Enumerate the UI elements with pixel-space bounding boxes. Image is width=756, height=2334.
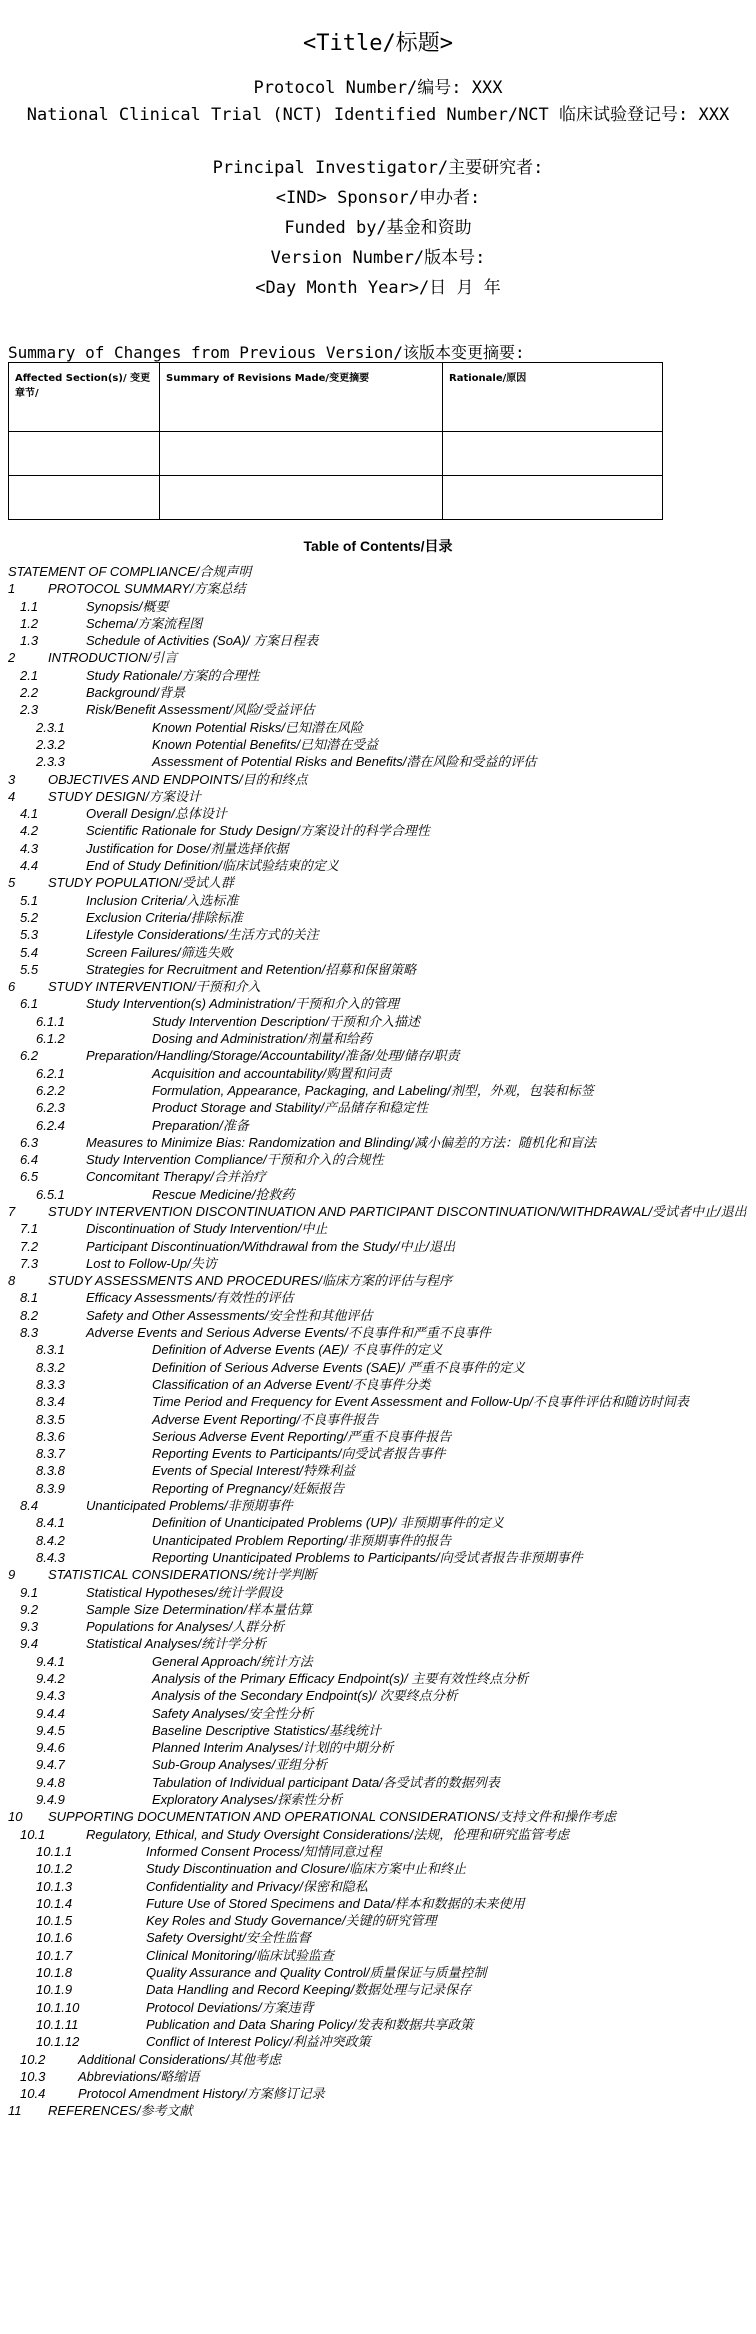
toc-entry[interactable] bbox=[8, 1566, 748, 1583]
toc-entry-number: 9.4.4 bbox=[36, 1705, 65, 1721]
toc-entry-number: 2.3 bbox=[20, 702, 39, 718]
toc-entry-title: Unanticipated Problem Reporting/非预期事件的报告 bbox=[152, 1532, 452, 1548]
toc-entry-title: Data Handling and Record Keeping/数据处理与记录保存 bbox=[146, 1982, 472, 1998]
toc-entry-number: 9.3 bbox=[20, 1619, 39, 1635]
toc-entry-number: 10.2 bbox=[20, 2051, 46, 2067]
toc-entry-title: Preparation/准备 bbox=[152, 1117, 249, 1133]
toc-entry-number: 10.1 bbox=[20, 1826, 46, 1842]
toc-entry-title: Known Potential Benefits/已知潜在受益 bbox=[152, 736, 379, 752]
toc-entry[interactable] bbox=[8, 926, 748, 943]
toc-entry-number: 10.1.3 bbox=[36, 1878, 73, 1894]
toc-entry[interactable] bbox=[8, 874, 748, 891]
toc-title: Table of Contents/目录 bbox=[303, 538, 453, 554]
toc-entry-title: Exploratory Analyses/探索性分析 bbox=[152, 1792, 343, 1808]
toc-entry[interactable] bbox=[8, 1445, 748, 1462]
toc-entry-title: Schedule of Activities (SoA)/ 方案日程表 bbox=[86, 633, 319, 649]
toc-entry[interactable] bbox=[8, 1532, 748, 1549]
toc-entry[interactable] bbox=[8, 2016, 748, 2033]
toc-entry-title: Adverse Event Reporting/不良事件报告 bbox=[152, 1411, 379, 1427]
toc-entry-title: Informed Consent Process/知情同意过程 bbox=[146, 1843, 382, 1859]
revisions-header: Summary of Revisions Made/变更摘要 bbox=[160, 363, 443, 432]
toc-entry-number: 1 bbox=[8, 581, 16, 597]
toc-entry-number: 10 bbox=[8, 1809, 23, 1825]
toc-entry[interactable] bbox=[8, 1393, 748, 1410]
toc-entry[interactable] bbox=[8, 1878, 748, 1895]
toc-entry-title: Conflict of Interest Policy/利益冲突政策 bbox=[146, 2034, 371, 2050]
toc-entry-title: Strategies for Recruitment and Retention/招募和保留策略 bbox=[86, 961, 417, 977]
toc-entry-number: 4.1 bbox=[20, 806, 39, 822]
toc-entry-title: Abbreviations/略缩语 bbox=[78, 2068, 200, 2084]
toc-entry[interactable] bbox=[8, 1307, 748, 1324]
toc-entry[interactable] bbox=[8, 1929, 748, 1946]
toc-entry-title: Clinical Monitoring/临床试验监查 bbox=[146, 1947, 334, 1963]
toc-entry-number: 10.1.12 bbox=[36, 2034, 80, 2050]
toc-entry-title: Definition of Adverse Events (AE)/ 不良事件的定义 bbox=[152, 1342, 443, 1358]
toc-entry-title: General Approach/统计方法 bbox=[152, 1653, 313, 1669]
toc-entry[interactable] bbox=[8, 1341, 748, 1358]
toc-entry[interactable] bbox=[8, 563, 748, 580]
toc-entry[interactable] bbox=[8, 2068, 748, 2085]
toc-entry-number: 7.2 bbox=[20, 1238, 39, 1254]
toc-entry-title: Definition of Unanticipated Problems (UP)/ 非预期事件的定义 bbox=[152, 1515, 504, 1531]
toc-entry[interactable] bbox=[8, 701, 748, 718]
toc-entry-title: Classification of an Adverse Event/不良事件分类 bbox=[152, 1376, 431, 1392]
toc-entry-title: Study Intervention Description/干预和介入描述 bbox=[152, 1013, 421, 1029]
toc-entry[interactable] bbox=[8, 1134, 748, 1151]
toc-entry[interactable] bbox=[8, 649, 748, 666]
toc-entry-number: 5.5 bbox=[20, 961, 39, 977]
toc-entry[interactable] bbox=[8, 2102, 748, 2119]
toc-entry-title: STUDY ASSESSMENTS AND PROCEDURES/临床方案的评估与程序 bbox=[48, 1273, 453, 1289]
toc-entry[interactable] bbox=[8, 1826, 748, 1843]
toc-entry[interactable] bbox=[8, 2051, 748, 2068]
toc-entry-title: Statistical Analyses/统计学分析 bbox=[86, 1636, 267, 1652]
toc-entry[interactable] bbox=[8, 1947, 748, 1964]
toc-entry[interactable] bbox=[8, 788, 748, 805]
toc-entry-number: 6.4 bbox=[20, 1152, 39, 1168]
toc-entry-title: Rescue Medicine/抢救药 bbox=[152, 1186, 295, 1202]
toc-entry-title: Acquisition and accountability/购置和问责 bbox=[152, 1065, 392, 1081]
table-cell[interactable] bbox=[160, 432, 443, 476]
toc-entry-number: 6 bbox=[8, 979, 16, 995]
toc-entry-number: 10.1.7 bbox=[36, 1947, 73, 1963]
summary-of-changes-table bbox=[8, 362, 663, 520]
toc-entry-title: STUDY DESIGN/方案设计 bbox=[48, 788, 201, 804]
toc-entry[interactable] bbox=[8, 1220, 748, 1237]
principal-investigator: Principal Investigator/主要研究者: bbox=[212, 158, 544, 178]
toc-entry-number: 8.3.8 bbox=[36, 1463, 65, 1479]
toc-entry-number: 8 bbox=[8, 1273, 16, 1289]
toc-entry-title: Statistical Hypotheses/统计学假设 bbox=[86, 1584, 283, 1600]
toc-entry-title: Dosing and Administration/剂量和给药 bbox=[152, 1031, 372, 1047]
toc-entry[interactable] bbox=[8, 1099, 748, 1116]
toc-entry-title: Safety Analyses/安全性分析 bbox=[152, 1705, 314, 1721]
toc-entry-title: Adverse Events and Serious Adverse Events/不良事件和严重不良事件 bbox=[86, 1325, 491, 1341]
toc-entry-number: 8.3.9 bbox=[36, 1480, 65, 1496]
toc-entry[interactable] bbox=[8, 1808, 748, 1825]
toc-entry-title: Inclusion Criteria/入选标准 bbox=[86, 892, 239, 908]
toc-entry-title: Unanticipated Problems/非预期事件 bbox=[86, 1498, 293, 1514]
toc-entry-number: 6.2.3 bbox=[36, 1100, 65, 1116]
toc-entry-number: 3 bbox=[8, 771, 16, 787]
toc-entry-number: 9.4.9 bbox=[36, 1792, 65, 1808]
toc-entry[interactable] bbox=[8, 736, 748, 753]
toc-entry-title: STUDY POPULATION/受试人群 bbox=[48, 875, 234, 891]
toc-entry[interactable] bbox=[8, 1912, 748, 1929]
toc-entry-title: Known Potential Risks/已知潜在风险 bbox=[152, 719, 363, 735]
toc-entry[interactable] bbox=[8, 1722, 748, 1739]
toc-entry[interactable] bbox=[8, 995, 748, 1012]
toc-entry-title: End of Study Definition/临床试验结束的定义 bbox=[86, 858, 339, 874]
toc-entry[interactable] bbox=[8, 1013, 748, 1030]
toc-entry[interactable] bbox=[8, 771, 748, 788]
toc-entry-number: 1.2 bbox=[20, 615, 39, 631]
version-date: <Day Month Year>/日 月 年 bbox=[255, 278, 501, 298]
toc-entry[interactable] bbox=[8, 1428, 748, 1445]
toc-entry-number: 9.4.6 bbox=[36, 1740, 65, 1756]
toc-entry-title: Participant Discontinuation/Withdrawal from the Study/中止/退出 bbox=[86, 1238, 456, 1254]
toc-entry[interactable] bbox=[8, 1151, 748, 1168]
toc-entry[interactable] bbox=[8, 1272, 748, 1289]
toc-entry-number: 8.4.3 bbox=[36, 1549, 65, 1565]
toc-entry-number: 7.3 bbox=[20, 1255, 39, 1271]
toc-entry-title: Reporting Events to Participants/向受试者报告事件 bbox=[152, 1446, 446, 1462]
toc-entry-title: OBJECTIVES AND ENDPOINTS/目的和终点 bbox=[48, 771, 308, 787]
toc-entry-number: 10.1.8 bbox=[36, 1965, 73, 1981]
toc-entry[interactable] bbox=[8, 840, 748, 857]
toc-entry[interactable] bbox=[8, 805, 748, 822]
toc-entry-title: Screen Failures/筛选失败 bbox=[86, 944, 233, 960]
table-row bbox=[9, 432, 663, 476]
toc-entry[interactable] bbox=[8, 909, 748, 926]
toc-entry[interactable] bbox=[8, 1895, 748, 1912]
toc-entry[interactable] bbox=[8, 944, 748, 961]
toc-entry-title: Planned Interim Analyses/计划的中期分析 bbox=[152, 1740, 394, 1756]
toc-entry-title: Time Period and Frequency for Event Assessment and Follow-Up/不良事件评估和随访时间表 bbox=[152, 1394, 689, 1410]
toc-entry-number: 6.1 bbox=[20, 996, 39, 1012]
toc-entry-title: Scientific Rationale for Study Design/方案设计的科学合理性 bbox=[86, 823, 430, 839]
affected-section-header: Affected Section(s)/ 变更章节/ bbox=[9, 363, 160, 432]
toc-entry[interactable] bbox=[8, 2033, 748, 2050]
toc-entry[interactable] bbox=[8, 1047, 748, 1064]
toc-entry-number: 8.3.5 bbox=[36, 1411, 65, 1427]
toc-entry-title: Sub-Group Analyses/亚组分析 bbox=[152, 1757, 328, 1773]
toc-entry-number: 6.3 bbox=[20, 1134, 39, 1150]
toc-entry[interactable] bbox=[8, 1549, 748, 1566]
toc-entry-number: 10.1.1 bbox=[36, 1843, 73, 1859]
toc-entry-number: 8.1 bbox=[20, 1290, 39, 1306]
table-cell[interactable] bbox=[443, 476, 663, 520]
toc-entry-title: Events of Special Interest/特殊利益 bbox=[152, 1463, 356, 1479]
toc-entry-number: 4.2 bbox=[20, 823, 39, 839]
toc-entry-number: 10.3 bbox=[20, 2068, 46, 2084]
toc-entry-title: Overall Design/总体设计 bbox=[86, 806, 227, 822]
toc-entry-title: Product Storage and Stability/产品储存和稳定性 bbox=[152, 1100, 428, 1116]
toc-entry-title: Tabulation of Individual participant Data/各受试者的数据列表 bbox=[152, 1774, 500, 1790]
toc-entry-title: Safety and Other Assessments/安全性和其他评估 bbox=[86, 1307, 373, 1323]
toc-entry-number: 5 bbox=[8, 875, 16, 891]
toc-entry-title: Study Rationale/方案的合理性 bbox=[86, 667, 260, 683]
toc-entry-title: Discontinuation of Study Intervention/中止 bbox=[86, 1221, 328, 1237]
toc-entry-number: 9.2 bbox=[20, 1601, 39, 1617]
toc-entry-title: Key Roles and Study Governance/关键的研究管理 bbox=[146, 1913, 437, 1929]
toc-entry-number: 8.4.2 bbox=[36, 1532, 65, 1548]
toc-entry[interactable] bbox=[8, 1843, 748, 1860]
toc-entry[interactable] bbox=[8, 1030, 748, 1047]
table-cell[interactable] bbox=[9, 476, 160, 520]
toc-entry-title: Study Intervention Compliance/干预和介入的合规性 bbox=[86, 1152, 384, 1168]
toc-entry-title: Lost to Follow-Up/失访 bbox=[86, 1255, 217, 1271]
protocol-number: Protocol Number/编号: XXX bbox=[253, 78, 503, 98]
toc-entry-title: Baseline Descriptive Statistics/基线统计 bbox=[152, 1722, 382, 1738]
rationale-header: Rationale/原因 bbox=[443, 363, 663, 432]
toc-entry[interactable] bbox=[8, 1376, 748, 1393]
toc-entry-number: 5.4 bbox=[20, 944, 39, 960]
toc-entry[interactable] bbox=[8, 667, 748, 684]
toc-entry-title: STUDY INTERVENTION/干预和介入 bbox=[48, 979, 261, 995]
version-number: Version Number/版本号: bbox=[270, 248, 486, 268]
toc-entry-number: 10.1.9 bbox=[36, 1982, 73, 1998]
toc-entry[interactable] bbox=[8, 1462, 748, 1479]
toc-entry[interactable] bbox=[8, 1238, 748, 1255]
toc-entry-number: 9.4.2 bbox=[36, 1671, 65, 1686]
toc-entry-title: Populations for Analyses/人群分析 bbox=[86, 1619, 285, 1635]
toc-entry-number: 2.3.1 bbox=[36, 719, 65, 735]
toc-entry[interactable] bbox=[8, 892, 748, 909]
toc-entry-title: STUDY INTERVENTION DISCONTINUATION AND PARTICIPANT DISCONTINUATION/WITHDRAWAL/受试者中止/退出 bbox=[48, 1203, 747, 1219]
toc-entry-number: 10.1.6 bbox=[36, 1930, 73, 1946]
toc-entry[interactable] bbox=[8, 1635, 748, 1652]
toc-entry-number: 9.4.7 bbox=[36, 1757, 65, 1773]
toc-entry-title: REFERENCES/参考文献 bbox=[48, 2103, 193, 2119]
toc-entry-number: 8.3.4 bbox=[36, 1394, 65, 1410]
toc-entry-number: 4 bbox=[8, 788, 16, 804]
toc-entry[interactable] bbox=[8, 1065, 748, 1082]
toc-entry-title: Definition of Serious Adverse Events (SAE)/ 严重不良事件的定义 bbox=[152, 1359, 526, 1375]
funded-by: Funded by/基金和资助 bbox=[284, 218, 472, 238]
toc-entry[interactable] bbox=[8, 719, 748, 736]
toc-entry-number: 2.2 bbox=[20, 685, 39, 701]
toc-entry[interactable] bbox=[8, 1687, 748, 1704]
toc-entry-number: 4.4 bbox=[20, 858, 39, 874]
toc-entry-number: 11 bbox=[8, 2103, 22, 2119]
toc-entry-title: Background/背景 bbox=[86, 685, 185, 701]
toc-entry-title: Protocol Deviations/方案违背 bbox=[146, 1999, 314, 2015]
toc-entry-title: Study Discontinuation and Closure/临床方案中止和终止 bbox=[146, 1861, 467, 1877]
toc-entry[interactable] bbox=[8, 1289, 748, 1306]
toc-entry[interactable] bbox=[8, 857, 748, 874]
toc-entry-number: 10.1.4 bbox=[36, 1895, 73, 1911]
toc-entry-title: Protocol Amendment History/方案修订记录 bbox=[78, 2086, 325, 2102]
toc-entry-number: 5.2 bbox=[20, 909, 39, 925]
toc-entry[interactable] bbox=[8, 615, 748, 632]
toc-entry-number: 10.4 bbox=[20, 2086, 46, 2102]
toc-entry-title: Serious Adverse Event Reporting/严重不良事件报告 bbox=[152, 1428, 452, 1444]
toc-entry[interactable] bbox=[8, 632, 748, 649]
toc-entry-number: 6.5.1 bbox=[36, 1186, 65, 1202]
toc-entry-title: Justification for Dose/剂量选择依据 bbox=[86, 840, 289, 856]
table-cell[interactable] bbox=[9, 432, 160, 476]
toc-entry-number: 9.1 bbox=[20, 1584, 39, 1600]
toc-entry[interactable] bbox=[8, 1739, 748, 1756]
toc-entry-number: 8.4 bbox=[20, 1498, 39, 1514]
toc-entry[interactable] bbox=[8, 1514, 748, 1531]
toc-entry[interactable] bbox=[8, 1653, 748, 1670]
toc-entry[interactable] bbox=[8, 822, 748, 839]
toc-entry-number: 7.1 bbox=[20, 1221, 39, 1237]
toc-entry[interactable] bbox=[8, 1860, 748, 1877]
toc-entry[interactable] bbox=[8, 1186, 748, 1203]
toc-entry-number: 10.1.2 bbox=[36, 1861, 73, 1877]
toc-entry-number: 2 bbox=[8, 650, 16, 666]
toc-entry-number: 8.3.1 bbox=[36, 1342, 65, 1358]
toc-entry[interactable] bbox=[8, 1082, 748, 1099]
toc-entry-number: 7 bbox=[8, 1203, 16, 1219]
toc-entry[interactable] bbox=[8, 1359, 748, 1376]
toc-entry[interactable] bbox=[8, 1497, 748, 1514]
toc-entry[interactable] bbox=[8, 1480, 748, 1497]
toc-entry-title: Reporting of Pregnancy/妊娠报告 bbox=[152, 1480, 345, 1496]
toc-entry-number: 9.4.8 bbox=[36, 1774, 65, 1790]
table-of-contents bbox=[8, 563, 748, 2120]
toc-entry[interactable] bbox=[8, 580, 748, 597]
table-cell[interactable] bbox=[443, 432, 663, 476]
toc-entry[interactable] bbox=[8, 1618, 748, 1635]
toc-entry-title: Efficacy Assessments/有效性的评估 bbox=[86, 1290, 294, 1306]
document-title: <Title/标题> bbox=[303, 31, 453, 56]
toc-entry-title: STATISTICAL CONSIDERATIONS/统计学判断 bbox=[48, 1567, 317, 1583]
toc-entry[interactable] bbox=[8, 1705, 748, 1722]
toc-entry-number: 6.1.2 bbox=[36, 1031, 65, 1047]
toc-entry-number: 5.1 bbox=[20, 892, 39, 908]
toc-entry-number: 8.3.7 bbox=[36, 1446, 65, 1462]
toc-entry-number: 8.3 bbox=[20, 1325, 39, 1341]
toc-entry-title: Regulatory, Ethical, and Study Oversight Considerations/法规，伦理和研究监管考虑 bbox=[86, 1826, 570, 1842]
toc-entry[interactable] bbox=[8, 2085, 748, 2102]
toc-entry-title: Analysis of the Primary Efficacy Endpoint(s)/ 主要有效性终点分析 bbox=[152, 1671, 529, 1686]
table-header-row bbox=[9, 363, 663, 432]
toc-entry-title: Publication and Data Sharing Policy/发表和数据共享政策 bbox=[146, 2016, 474, 2032]
toc-entry[interactable] bbox=[8, 1791, 748, 1808]
toc-entry-title: Confidentiality and Privacy/保密和隐私 bbox=[146, 1878, 368, 1894]
toc-entry-title: Study Intervention(s) Administration/干预和介入的管理 bbox=[86, 996, 400, 1012]
toc-entry-number: 6.2 bbox=[20, 1048, 39, 1064]
toc-entry-title: PROTOCOL SUMMARY/方案总结 bbox=[48, 581, 246, 597]
toc-entry[interactable] bbox=[8, 753, 748, 770]
toc-entry-number: 8.3.6 bbox=[36, 1428, 65, 1444]
toc-entry[interactable] bbox=[8, 978, 748, 995]
toc-entry[interactable] bbox=[8, 1601, 748, 1618]
toc-entry-title: Quality Assurance and Quality Control/质量保证与质量控制 bbox=[146, 1965, 487, 1981]
toc-entry[interactable] bbox=[8, 1324, 748, 1341]
toc-entry-number: 10.1.10 bbox=[36, 1999, 80, 2015]
toc-entry[interactable] bbox=[8, 1584, 748, 1601]
sponsor: <IND> Sponsor/申办者: bbox=[275, 188, 481, 208]
toc-entry-title: Schema/方案流程图 bbox=[86, 615, 203, 631]
toc-entry[interactable] bbox=[8, 1670, 748, 1687]
toc-entry-number: 1.1 bbox=[20, 598, 39, 614]
toc-entry-number: 5.3 bbox=[20, 927, 39, 943]
toc-entry-number: 2.3.2 bbox=[36, 736, 65, 752]
toc-entry-number: 9 bbox=[8, 1567, 16, 1583]
toc-entry-title: Analysis of the Secondary Endpoint(s)/ 次要终点分析 bbox=[152, 1688, 458, 1704]
summary-of-changes-label: Summary of Changes from Previous Version/该版本变更摘要: bbox=[8, 343, 525, 362]
toc-entry-title: Concomitant Therapy/合并治疗 bbox=[86, 1169, 266, 1185]
toc-entry-title: Lifestyle Considerations/生活方式的关注 bbox=[86, 927, 319, 943]
toc-entry-number: 10.1.5 bbox=[36, 1913, 73, 1929]
toc-entry[interactable] bbox=[8, 1981, 748, 1998]
toc-entry-number: 8.4.1 bbox=[36, 1515, 65, 1531]
toc-entry[interactable] bbox=[8, 1168, 748, 1185]
toc-entry-number: 6.2.4 bbox=[36, 1117, 65, 1133]
table-row bbox=[9, 476, 663, 520]
toc-entry-number: 2.3.3 bbox=[36, 754, 65, 770]
toc-entry-number: 10.1.11 bbox=[36, 2016, 79, 2032]
toc-entry-title: Exclusion Criteria/排除标准 bbox=[86, 909, 243, 925]
toc-entry[interactable] bbox=[8, 1255, 748, 1272]
toc-entry-number: 6.2.1 bbox=[36, 1065, 65, 1081]
toc-entry-number: 6.5 bbox=[20, 1169, 39, 1185]
toc-entry-title: STATEMENT OF COMPLIANCE/合规声明 bbox=[8, 564, 252, 579]
toc-entry[interactable] bbox=[8, 1999, 748, 2016]
toc-entry[interactable] bbox=[8, 961, 748, 978]
toc-entry-title: Formulation, Appearance, Packaging, and Labeling/剂型，外观，包装和标签 bbox=[152, 1082, 594, 1098]
toc-entry-number: 8.2 bbox=[20, 1307, 39, 1323]
toc-entry[interactable] bbox=[8, 684, 748, 701]
toc-entry-title: Synopsis/概要 bbox=[86, 598, 169, 614]
table-cell[interactable] bbox=[160, 476, 443, 520]
toc-entry-number: 8.3.3 bbox=[36, 1376, 65, 1392]
toc-entry-number: 2.1 bbox=[20, 667, 39, 683]
nct-number: National Clinical Trial (NCT) Identified Number/NCT 临床试验登记号: XXX bbox=[26, 105, 730, 125]
toc-entry-number: 8.3.2 bbox=[36, 1359, 65, 1375]
toc-entry-title: Assessment of Potential Risks and Benefits/潜在风险和受益的评估 bbox=[152, 754, 537, 770]
toc-entry[interactable] bbox=[8, 1117, 748, 1134]
toc-entry-number: 9.4.1 bbox=[36, 1653, 65, 1669]
toc-entry-title: Risk/Benefit Assessment/风险/受益评估 bbox=[86, 702, 315, 718]
toc-entry-title: Future Use of Stored Specimens and Data/样本和数据的未来使用 bbox=[146, 1895, 525, 1911]
toc-entry-title: Measures to Minimize Bias: Randomization and Blinding/减小偏差的方法：随机化和盲法 bbox=[86, 1134, 597, 1150]
toc-entry-number: 9.4 bbox=[20, 1636, 39, 1652]
toc-entry[interactable] bbox=[8, 1411, 748, 1428]
toc-entry-title: INTRODUCTION/引言 bbox=[48, 650, 178, 666]
toc-entry-number: 1.3 bbox=[20, 633, 39, 649]
toc-entry-title: Preparation/Handling/Storage/Accountability/准备/处理/储存/职责 bbox=[86, 1048, 460, 1064]
toc-entry-title: SUPPORTING DOCUMENTATION AND OPERATIONAL CONSIDERATIONS/支持文件和操作考虑 bbox=[48, 1809, 616, 1825]
toc-entry-number: 9.4.3 bbox=[36, 1688, 65, 1704]
toc-entry[interactable] bbox=[8, 1203, 748, 1220]
toc-entry-title: Safety Oversight/安全性监督 bbox=[146, 1930, 311, 1946]
toc-entry-number: 6.1.1 bbox=[36, 1013, 65, 1029]
toc-entry-title: Reporting Unanticipated Problems to Participants/向受试者报告非预期事件 bbox=[152, 1549, 583, 1565]
toc-entry-number: 6.2.2 bbox=[36, 1082, 65, 1098]
toc-entry[interactable] bbox=[8, 1756, 748, 1773]
toc-entry[interactable] bbox=[8, 1964, 748, 1981]
toc-entry-number: 9.4.5 bbox=[36, 1722, 65, 1738]
toc-entry-title: Sample Size Determination/样本量估算 bbox=[86, 1601, 313, 1617]
toc-entry[interactable] bbox=[8, 1774, 748, 1791]
toc-entry-number: 4.3 bbox=[20, 840, 39, 856]
toc-entry[interactable] bbox=[8, 598, 748, 615]
toc-entry-title: Additional Considerations/其他考虑 bbox=[78, 2051, 282, 2067]
